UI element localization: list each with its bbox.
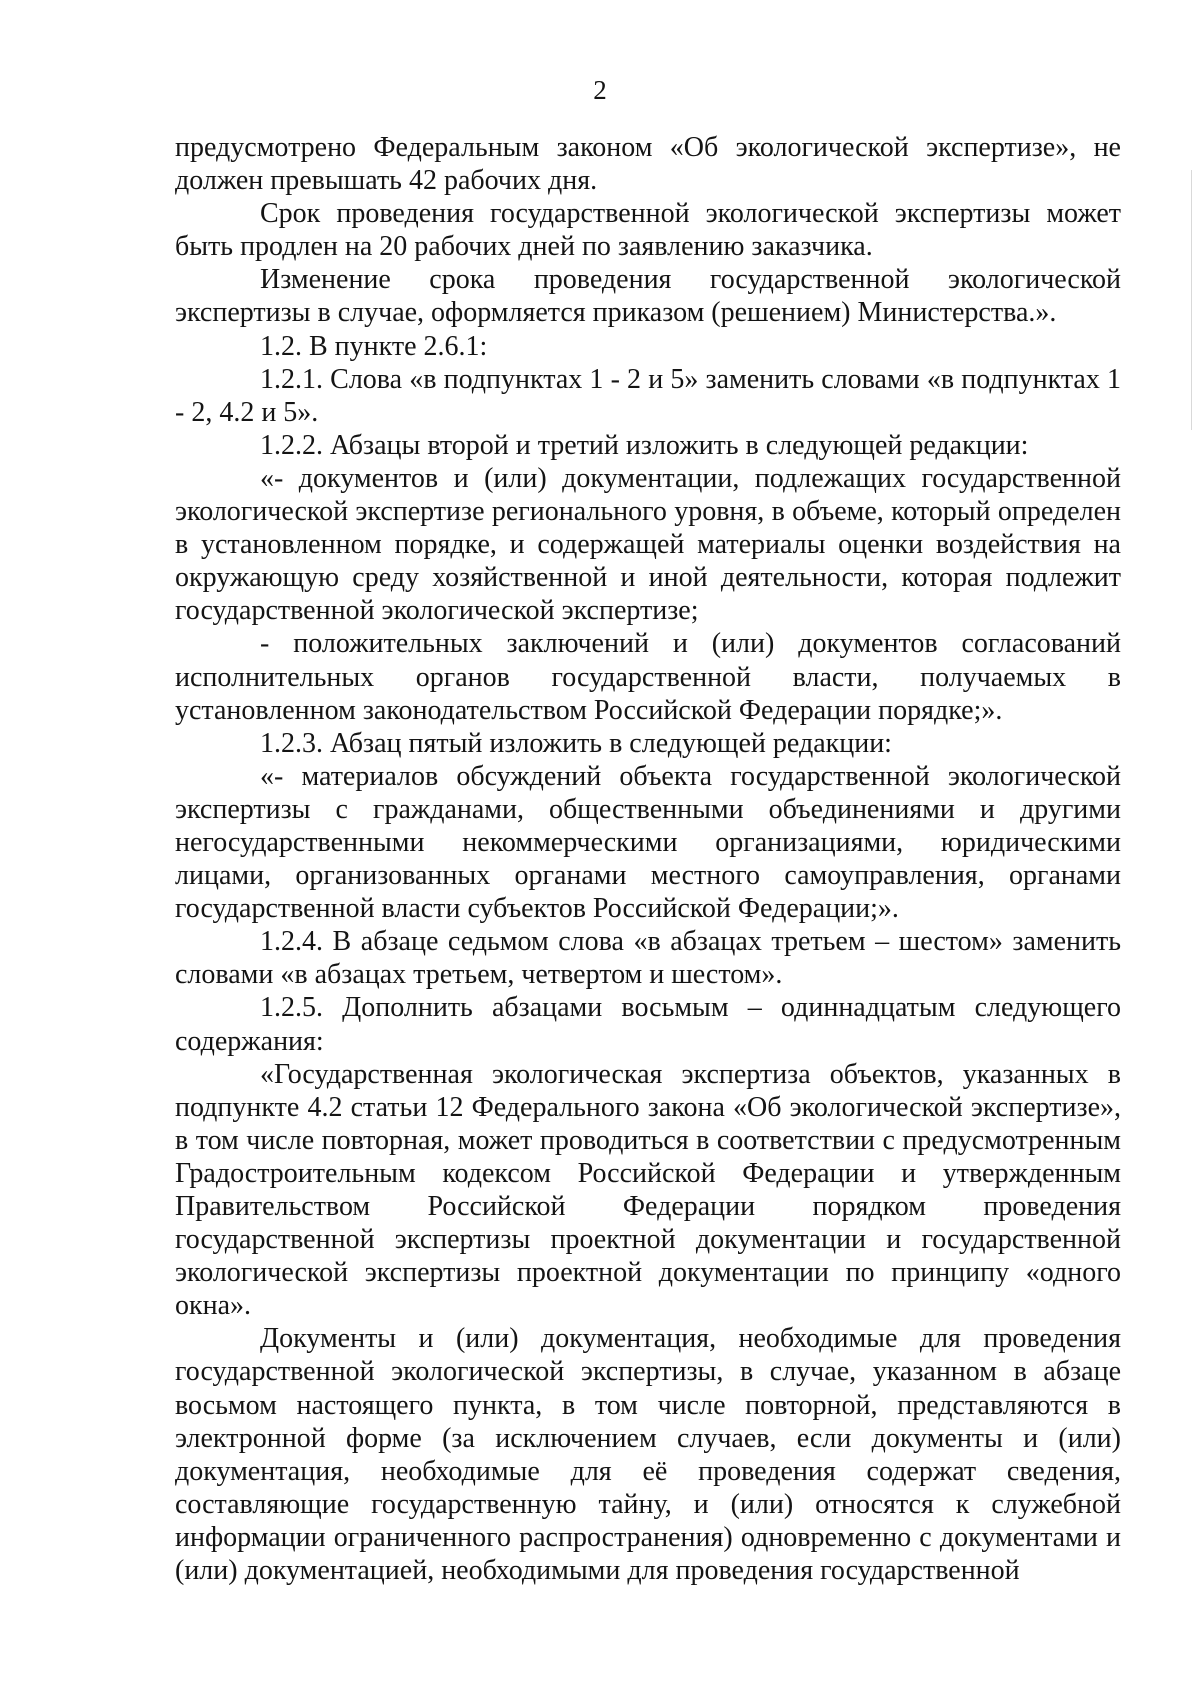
paragraph-10: «- материалов обсуждений объекта государственной экологической экспертизы с гражданами, общественными объединениями и другими негосударственными некоммерческими организациями, юридическими лицами, организованных органами местного самоуправления, органами государственной власти субъектов Российской Федерации;». xyxy=(175,760,1121,925)
paragraph-6: 1.2.2. Абзацы второй и третий изложить в следующей редакции: xyxy=(260,429,1029,461)
paragraph-2: Срок проведения государственной экологической экспертизы может быть продлен на 20 рабочих дней по заявлению заказчика. xyxy=(175,198,1121,263)
paragraph-7: «- документов и (или) документации, подлежащих государственной экологической экспертизе регионального уровня, в объеме, который определен в установленном порядке, и содержащей материалы оценки воздействия на окружающую среду хозяйственной и иной деятельности, которая подлежит государственной экологической экспертизе; xyxy=(175,462,1121,627)
paragraph-11: 1.2.4. В абзаце седьмом слова «в абзацах третьем – шестом» заменить словами «в абзацах третьем, четвертом и шестом». xyxy=(175,926,1121,991)
paragraph-9: 1.2.3. Абзац пятый изложить в следующей редакции: xyxy=(260,727,892,759)
paragraph-5: 1.2.1. Слова «в подпунктах 1 - 2 и 5» заменить словами «в подпунктах 1 - 2, 4.2 и 5». xyxy=(175,363,1121,428)
paragraph-12: 1.2.5. Дополнить абзацами восьмым – одиннадцатым следующего содержания: xyxy=(175,992,1121,1057)
paragraph-8: - положительных заключений и (или) документов согласований исполнительных органов государственной власти, получаемых в установленном законодательством Российской Федерации порядке;». xyxy=(175,628,1121,726)
paragraph-3: Изменение срока проведения государственной экологической экспертизы в случае, оформляется приказом (решением) Министерства.». xyxy=(175,264,1121,329)
paragraph-1: предусмотрено Федеральным законом «Об экологической экспертизе», не должен превышать 42 рабочих дня. xyxy=(175,132,1121,197)
scan-edge-mark xyxy=(1191,170,1192,430)
paragraph-4: 1.2. В пункте 2.6.1: xyxy=(260,330,488,362)
paragraph-13: «Государственная экологическая экспертиза объектов, указанных в подпункте 4.2 статьи 12 Федерального закона «Об экологической экспертизе», в том числе повторная, может проводиться в соответствии с предусмотренным Градостроительным кодексом Российской Федерации и утвержденным Правительством Российской Федерации порядком проведения государственной экспертизы проектной документации и государственной экологической экспертизы проектной документации по принципу «одного окна». xyxy=(175,1058,1121,1322)
paragraph-14: Документы и (или) документация, необходимые для проведения государственной экологической экспертизы, в случае, указанном в абзаце восьмом настоящего пункта, в том числе повторной, представляются в электронной форме (за исключением случаев, если документы и (или) документация, необходимые для её проведения содержат сведения, составляющие государственную тайну, и (или) относятся к служебной информации ограниченного распространения) одновременно с документами и (или) документацией, необходимыми для проведения государственной xyxy=(175,1323,1121,1587)
page-number: 2 xyxy=(593,75,607,105)
document-body xyxy=(175,131,1121,1587)
